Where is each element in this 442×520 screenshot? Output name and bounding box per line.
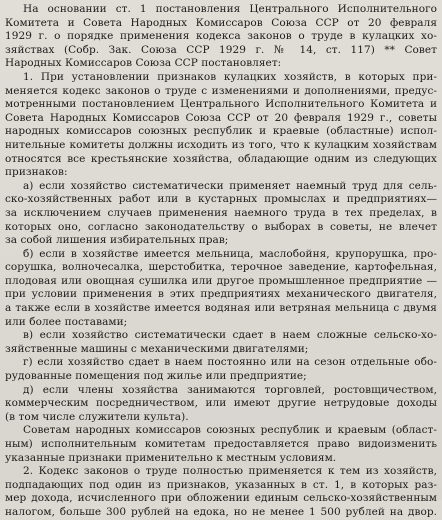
text-line: мер дохода, исчисленного при обложении единым сельско-хозяйственным [5, 492, 437, 505]
text-line: 1929 г. о порядке применения кодекса законов о труде в кулацких хо- [5, 30, 437, 43]
text-line: налогом, больше 300 рублей на едока, но не менее 1 500 рублей на двор. [5, 505, 437, 518]
text-line: народных комиссаров союзных республик и краевые (областные) испол- [5, 125, 437, 138]
text-line: На основании ст. 1 постановления Центрального Исполнительного [23, 3, 437, 15]
text-line: подпадающих под один из признаков, указанных в ст. 1, в которых раз- [5, 478, 437, 491]
text-line: д) если члены хозяйства занимаются торговлей, ростовщичеством, [23, 383, 437, 396]
text-line: рудованные помещения под жилье или предприятие; [5, 370, 307, 383]
text-line: Советам народных комиссаров союзных республик и краевым (област- [23, 424, 437, 437]
text-line: за собой лишения избирательных прав; [5, 234, 229, 247]
text-line: или более поставами; [5, 315, 128, 328]
text-line: относятся все крестьянские хозяйства, обладающие одним из следующих [5, 152, 437, 165]
text-line: признаков: [5, 166, 68, 179]
text-line: ным) исполнительным комитетам предоставляется право видоизменить [5, 438, 437, 450]
text-line: Совета Народных Комиссаров Союза ССР от 20 февраля 1929 г., советы [5, 111, 437, 124]
text-line: указанные признаки применительно к местным условиям. [5, 451, 337, 464]
text-line: Народных Комиссаров Союза ССР постановляет: [5, 57, 282, 70]
text-line: меняется кодекс законов о труде с изменениями и дополнениями, предус- [5, 84, 437, 97]
text-line: ско-хозяйственных работ или в кустарных промыслах и предприятиях— [5, 193, 437, 206]
text-line: 1. При установлении признаков кулацких хозяйств, в которых при- [23, 70, 437, 83]
text-line: г) если хозяйство сдает в наем постоянно или на сезон отдельные обо- [23, 356, 437, 369]
text-line: коммерческим посредничеством, или имеют другие нетрудовые доходы [5, 397, 437, 410]
text-line: плодовая или овощная сушилка или другое промышленное предприятие — [5, 274, 437, 287]
text-line: а) если хозяйство систематически применяет наемный труд для сель- [23, 179, 437, 192]
text-line: а также если в хозяйстве имеется водяная или ветряная мельница с двумя [5, 302, 437, 315]
text-line: мотренными постановлением Центрального Исполнительного Комитета и [5, 98, 437, 111]
text-line: (в том числе служители культа). [5, 410, 189, 423]
text-line: нительные комитеты должны исходить из того, что к кулацким хозяйствам [5, 138, 437, 151]
text-line: сорушка, волночесалка, шерстобитка, терочное заведение, картофельная, [5, 261, 437, 274]
text-line: б) если в хозяйстве имеется мельница, маслобойня, крупорушка, про- [23, 247, 437, 260]
text-line: при условии применения в этих предприятиях механического двигателя, [5, 288, 437, 301]
text-line: за исключением случаев применения наемного труда в тех пределах, в [5, 206, 437, 219]
text-line: зяйственные машины с механическими двигателями; [5, 342, 309, 355]
text-line: зяйствах (Собр. Зак. Союза ССР 1929 г. № 14, ст. 117) ** Совет [5, 43, 437, 56]
text-line: 2. Кодекс законов о труде полностью применяется к тем из хозяйств, [23, 465, 437, 478]
text-line: которых оно, согласно законодательству о выборах в советы, не влечет [5, 220, 437, 233]
text-line: Комитета и Совета Народных Комиссаров Союза ССР от 20 февраля [5, 16, 437, 29]
text-line: в) если хозяйство систематически сдает в наем сложные сельско-хо- [23, 329, 437, 342]
